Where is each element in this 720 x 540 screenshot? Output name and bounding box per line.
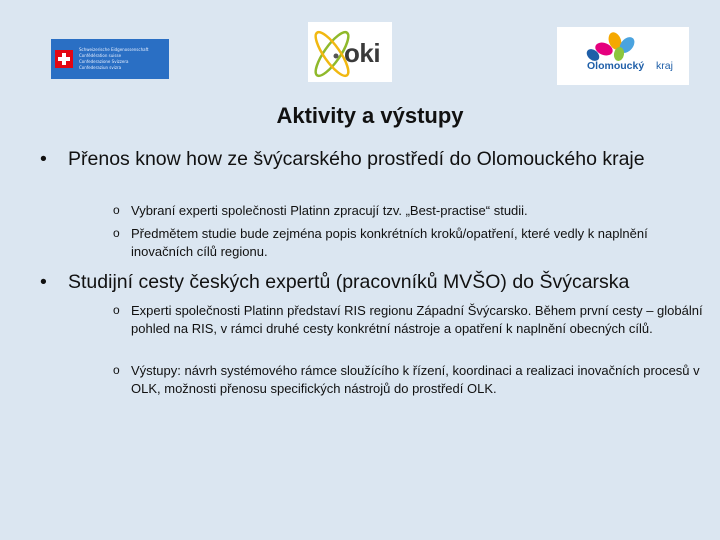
sub-bullet-item [113,362,703,397]
olk-flower-icon [557,27,689,85]
swiss-cross-icon [55,50,73,68]
bullet-text: Přenos know how ze švýcarského prostředí do Olomouckého kraje [68,148,645,170]
sub-bullet-text: Experti společnosti Platinn představí RIS regionu Západní Švýcarsko. Během první cesty – globální pohled na RIS, v rámci druhé cesty konkrétní nástroje a opatření k naplnění obecných cílů. [131,303,703,336]
sub-bullet-item [113,302,703,337]
sub-bullet-marker: o [113,226,120,240]
sub-bullet-item [113,202,673,220]
bullet-text: Studijní cesty českých expertů (pracovníků MVŠO) do Švýcarska [68,271,630,293]
olk-logo-name: Olomoucký [587,60,645,72]
swiss-confederation-logo [51,39,169,79]
bullet-item [40,270,700,294]
sub-bullet-text: Vybraní experti společnosti Platinn zpracují tzv. „Best-practise“ studii. [131,203,528,218]
bullet-item [40,147,680,171]
sub-bullet-text: Výstupy: návrh systémového rámce sloužícího k řízení, koordinaci a realizaci inovačních procesů v OLK, možnosti přenosu specifických nástrojů do prostředí OLK. [131,363,700,396]
oki-logo-text: oki [344,38,381,68]
slide-title: Aktivity a výstupy [276,103,464,128]
bullet-marker: • [40,148,47,170]
sub-bullet-marker: o [113,303,120,317]
sub-bullet-marker: o [113,363,120,377]
sub-bullet-marker: o [113,203,120,217]
olk-logo-kraj: kraj [656,60,673,72]
olomoucky-kraj-logo [557,27,689,85]
swiss-logo-text: Schweizerische Eidgenossenschaft Confédération suisse Confederazione Svizzera Confederaziun svizra [79,47,149,70]
sub-bullet-item [113,225,673,260]
oki-logo [308,22,392,82]
bullet-marker: • [40,271,47,293]
sub-bullet-text: Předmětem studie bude zejména popis konkrétních kroků/opatření, které vedly k naplnění inovačních cílů regionu. [131,226,648,259]
